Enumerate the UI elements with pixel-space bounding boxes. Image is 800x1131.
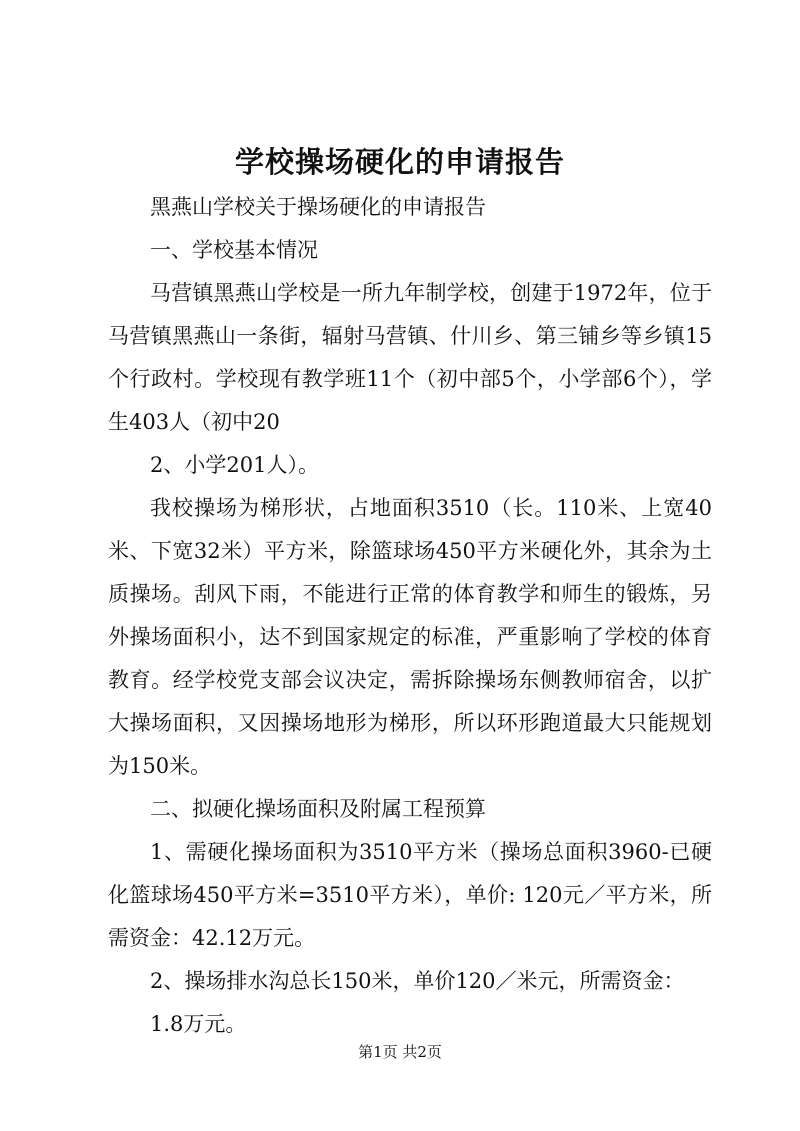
document-body (108, 186, 712, 1046)
paragraph-playground-status: 我校操场为梯形状，占地面积3510（长。110米、上宽40米、下宽32米）平方米，除篮球场450平方米硬化外，其余为土质操场。刮风下雨，不能进行正常的体育教学和师生的锻炼，另外操场面积小，达不到国家规定的标准，严重影响了学校的体育教育。经学校党支部会议决定，需拆除操场东侧教师宿舍，以扩大操场面积，又因操场地形为梯形，所以环形跑道最大只能规划为150米。 (108, 496, 712, 778)
paragraph-budget-item-1: 1、需硬化操场面积为3510平方米（操场总面积3960-已硬化篮球场450平方米=3510平方米），单价: 120元／平方米，所需资金：42.12万元。 (108, 840, 712, 950)
section-heading-basic-info: 一、学校基本情况 (150, 238, 318, 262)
document-title: 学校操场硬化的申请报告 (234, 145, 565, 179)
paragraph-school-intro: 马营镇黑燕山学校是一所九年制学校，创建于1972年，位于马营镇黑燕山一条街，辐射马营镇、什川乡、第三铺乡等乡镇15个行政村。学校现有教学班11个（初中部5个，小学部6个），学生403人（初中20 (108, 281, 712, 434)
paragraph-subtitle: 黑燕山学校关于操场硬化的申请报告 (150, 195, 486, 219)
paragraph-primary-count: 2、小学201人）。 (150, 453, 319, 477)
page-number-footer: 第1页 共2页 (358, 1043, 442, 1061)
paragraph-budget-item-2-amount: 1.8万元。 (150, 1012, 247, 1036)
paragraph-budget-item-2: 2、操场排水沟总长150米，单价120／米元，所需资金： (150, 969, 685, 993)
section-heading-budget: 二、拟硬化操场面积及附属工程预算 (150, 797, 486, 821)
